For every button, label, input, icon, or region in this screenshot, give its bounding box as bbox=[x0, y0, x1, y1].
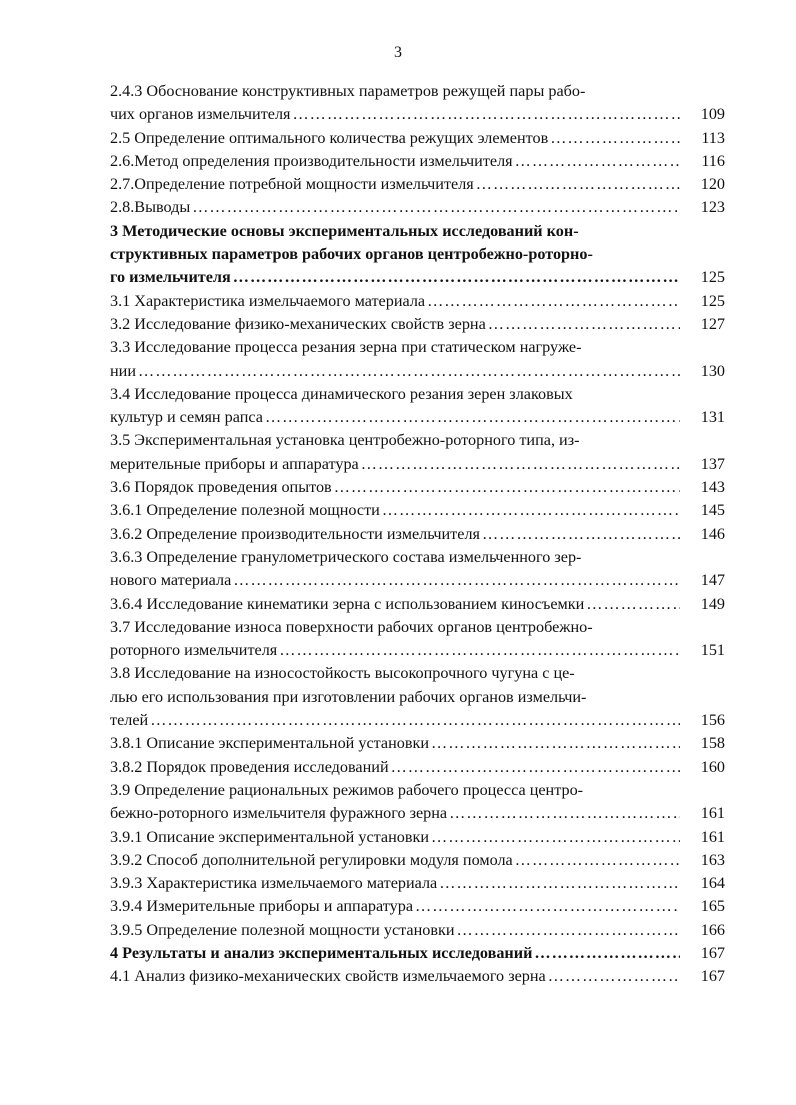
dot-leader bbox=[431, 826, 680, 849]
dot-leader bbox=[233, 266, 680, 289]
toc-entry-title-text: 2.8.Выводы bbox=[110, 198, 191, 217]
dot-leader bbox=[292, 103, 680, 126]
toc-page-number: 166 bbox=[700, 920, 725, 939]
dot-leader bbox=[431, 732, 680, 755]
toc-entry-last-line bbox=[110, 593, 680, 616]
toc-entry bbox=[110, 826, 725, 849]
toc-page-number: 165 bbox=[700, 897, 725, 916]
toc-entry-title-text: 3.9 Определение рациональных режимов рабочего процесса центро- bbox=[110, 780, 584, 799]
toc-entry-title-text: 2.6.Метод определения производительности измельчителя bbox=[110, 151, 513, 170]
toc-entry-last-line bbox=[110, 127, 680, 150]
toc-page-number: 167 bbox=[700, 967, 725, 986]
toc-page-number: 109 bbox=[700, 105, 725, 124]
toc-entry-last-line bbox=[110, 895, 680, 918]
toc-page-number: 163 bbox=[700, 850, 725, 869]
toc-entry-last-line bbox=[110, 476, 680, 499]
toc-entry bbox=[110, 546, 725, 593]
dot-leader bbox=[192, 196, 680, 219]
toc-page-number: 161 bbox=[700, 804, 725, 823]
dot-leader bbox=[415, 895, 680, 918]
toc-entry bbox=[110, 80, 725, 127]
toc-page-number: 167 bbox=[700, 943, 725, 962]
toc-page-number: 164 bbox=[700, 874, 725, 893]
toc-entry-title-text: 3 Методические основы экспериментальных исследований кон- bbox=[110, 221, 579, 240]
toc-entry-last-line bbox=[110, 523, 680, 546]
dot-leader bbox=[449, 802, 680, 825]
toc-page-number: 156 bbox=[700, 711, 725, 730]
dot-leader bbox=[138, 360, 680, 383]
toc-entry bbox=[110, 872, 725, 895]
toc-page-number: 137 bbox=[700, 454, 725, 473]
toc-entry-title-text: 3.6 Порядок проведения опытов bbox=[110, 478, 332, 497]
toc-entry bbox=[110, 499, 725, 522]
dot-leader bbox=[515, 150, 680, 173]
toc-page-number: 149 bbox=[700, 594, 725, 613]
toc-entry-title-text: культур и семян рапса bbox=[110, 408, 263, 427]
toc-page-number: 145 bbox=[700, 501, 725, 520]
toc-page-number: 160 bbox=[700, 757, 725, 776]
dot-leader bbox=[150, 709, 680, 732]
toc-page-number: 146 bbox=[700, 524, 725, 543]
toc-entry-last-line bbox=[110, 872, 680, 895]
toc-entry-title-text: 3.3 Исследование процесса резания зерна при статическом нагруже- bbox=[110, 338, 582, 357]
toc-entry bbox=[110, 942, 725, 965]
dot-leader bbox=[233, 569, 680, 592]
dot-leader bbox=[265, 406, 680, 429]
toc-entry-last-line bbox=[110, 196, 680, 219]
dot-leader bbox=[334, 476, 680, 499]
toc-entry-title-text: 3.4 Исследование процесса динамического резания зерен злаковых bbox=[110, 384, 573, 403]
toc-entry-title-text: 4 Результаты и анализ экспериментальных исследований bbox=[110, 943, 533, 962]
dot-leader bbox=[279, 639, 680, 662]
toc-entry-title-text: 2.5 Определение оптимального количества режущих элементов bbox=[110, 128, 549, 147]
toc-entry-last-line bbox=[110, 569, 680, 592]
dot-leader bbox=[548, 965, 680, 988]
toc-entry bbox=[110, 849, 725, 872]
toc-entry-last-line bbox=[110, 732, 680, 755]
toc-entry-title-text: 3.9.4 Измерительные приборы и аппаратура bbox=[110, 897, 414, 916]
toc-entry-title-text: 3.8 Исследование на износостойкость высокопрочного чугуна с це- bbox=[110, 664, 575, 683]
toc-entry-last-line bbox=[110, 313, 680, 336]
toc-entry bbox=[110, 290, 725, 313]
toc-entry-title-text: 3.9.1 Описание экспериментальной установки bbox=[110, 827, 430, 846]
toc-page-number: 151 bbox=[700, 641, 725, 660]
toc-entry-title-text: 3.6.4 Исследование кинематики зерна с использованием киносъемки bbox=[110, 594, 585, 613]
toc-entry-title-text: структивных параметров рабочих органов центробежно-роторно- bbox=[110, 245, 593, 264]
dot-leader bbox=[488, 313, 680, 336]
toc-entry bbox=[110, 336, 725, 383]
toc-entry-title-text: 3.6.1 Определение полезной мощности bbox=[110, 501, 380, 520]
toc-page-number: 120 bbox=[700, 175, 725, 194]
toc-entry bbox=[110, 756, 725, 779]
toc-entry bbox=[110, 313, 725, 336]
page-number: 3 bbox=[394, 44, 402, 61]
toc-entry-last-line bbox=[110, 965, 680, 988]
toc-entry-title-text: 2.7.Определение потребной мощности измельчителя bbox=[110, 175, 474, 194]
toc-entry-last-line bbox=[110, 639, 680, 662]
toc-entry-last-line bbox=[110, 499, 680, 522]
toc-entry bbox=[110, 173, 725, 196]
toc-entry-title-text: 3.5 Экспериментальная установка центробежно-роторного типа, из- bbox=[110, 431, 580, 450]
toc-entry-title-text: 3.7 Исследование износа поверхности рабочих органов центробежно- bbox=[110, 617, 593, 636]
toc-entry bbox=[110, 895, 725, 918]
dot-leader bbox=[586, 593, 680, 616]
toc-entry-last-line bbox=[110, 942, 680, 965]
toc-entry-last-line bbox=[110, 756, 680, 779]
toc-page-number: 158 bbox=[700, 734, 725, 753]
dot-leader bbox=[482, 523, 680, 546]
toc-entry-title-text: нии bbox=[110, 361, 136, 380]
dot-leader bbox=[439, 872, 680, 895]
toc-entry-last-line bbox=[110, 266, 680, 289]
toc-entry bbox=[110, 150, 725, 173]
toc-entry-title-text: телей bbox=[110, 711, 149, 730]
toc-entry-last-line bbox=[110, 103, 680, 126]
toc-page-number: 131 bbox=[700, 408, 725, 427]
toc-entry-title-text: мерительные приборы и аппаратура bbox=[110, 454, 359, 473]
toc-entry bbox=[110, 476, 725, 499]
toc-page-number: 116 bbox=[701, 151, 725, 170]
dot-leader bbox=[515, 849, 680, 872]
toc-page-number: 143 bbox=[700, 478, 725, 497]
dot-leader bbox=[476, 173, 680, 196]
toc-entry-title-text: 4.1 Анализ физико-механических свойств измельчаемого зерна bbox=[110, 967, 546, 986]
toc-page-number: 147 bbox=[700, 571, 725, 590]
toc-entry-last-line bbox=[110, 802, 680, 825]
toc-entry-title-text: 2.4.3 Обоснование конструктивных параметров режущей пары рабо- bbox=[110, 82, 586, 100]
toc-entry bbox=[110, 662, 725, 732]
toc-entry-last-line bbox=[110, 849, 680, 872]
toc-entry-title-text: 3.8.1 Описание экспериментальной установки bbox=[110, 734, 430, 753]
dot-leader bbox=[391, 756, 680, 779]
table-of-contents bbox=[110, 80, 725, 989]
toc-entry bbox=[110, 732, 725, 755]
toc-entry-last-line bbox=[110, 290, 680, 313]
toc-page-number: 127 bbox=[700, 314, 725, 333]
toc-page-number: 125 bbox=[700, 291, 725, 310]
toc-entry bbox=[110, 429, 725, 476]
toc-entry bbox=[110, 593, 725, 616]
toc-page-number: 113 bbox=[701, 128, 725, 147]
toc-entry-title-text: 3.9.3 Характеристика измельчаемого материала bbox=[110, 874, 438, 893]
toc-entry-last-line bbox=[110, 406, 680, 429]
toc-entry bbox=[110, 220, 725, 290]
toc-entry-title-text: 3.9.2 Способ дополнительной регулировки модуля помола bbox=[110, 850, 513, 869]
dot-leader bbox=[361, 453, 680, 476]
toc-entry-title-text: чих органов измельчителя bbox=[110, 105, 291, 124]
toc-page-number: 123 bbox=[700, 198, 725, 217]
dot-leader bbox=[457, 919, 680, 942]
dot-leader bbox=[534, 942, 680, 965]
toc-entry bbox=[110, 919, 725, 942]
toc-entry bbox=[110, 196, 725, 219]
toc-entry-title-text: роторного измельчителя bbox=[110, 641, 278, 660]
toc-entry-title-text: лью его использования при изготовлении рабочих органов измельчи- bbox=[110, 687, 587, 706]
toc-entry-title-text: 3.2 Исследование физико-механических свойств зерна bbox=[110, 314, 486, 333]
toc-entry-last-line bbox=[110, 150, 680, 173]
toc-page-number: 161 bbox=[700, 827, 725, 846]
toc-entry-title-text: 3.1 Характеристика измельчаемого материала bbox=[110, 291, 426, 310]
toc-entry-title-text: го измельчителя bbox=[110, 268, 231, 287]
toc-entry bbox=[110, 383, 725, 430]
toc-entry bbox=[110, 965, 725, 988]
toc-entry bbox=[110, 127, 725, 150]
toc-page-number: 130 bbox=[700, 361, 725, 380]
toc-entry bbox=[110, 523, 725, 546]
toc-entry-title-text: 3.8.2 Порядок проведения исследований bbox=[110, 757, 389, 776]
toc-entry-last-line bbox=[110, 360, 680, 383]
dot-leader bbox=[550, 127, 680, 150]
dot-leader bbox=[382, 499, 680, 522]
toc-entry bbox=[110, 616, 725, 663]
toc-entry bbox=[110, 779, 725, 826]
toc-entry-title-text: нового материала bbox=[110, 571, 232, 590]
toc-entry-last-line bbox=[110, 709, 680, 732]
toc-entry-last-line bbox=[110, 919, 680, 942]
toc-entry-last-line bbox=[110, 453, 680, 476]
toc-entry-title-text: бежно-роторного измельчителя фуражного зерна bbox=[110, 804, 448, 823]
toc-entry-last-line bbox=[110, 826, 680, 849]
toc-entry-title-text: 3.9.5 Определение полезной мощности установки bbox=[110, 920, 455, 939]
dot-leader bbox=[427, 290, 680, 313]
toc-page-number: 125 bbox=[700, 268, 725, 287]
toc-entry-title-text: 3.6.3 Определение гранулометрического состава измельченного зер- bbox=[110, 547, 582, 566]
toc-entry-title-text: 3.6.2 Определение производительности измельчителя bbox=[110, 524, 480, 543]
toc-entry-last-line bbox=[110, 173, 680, 196]
